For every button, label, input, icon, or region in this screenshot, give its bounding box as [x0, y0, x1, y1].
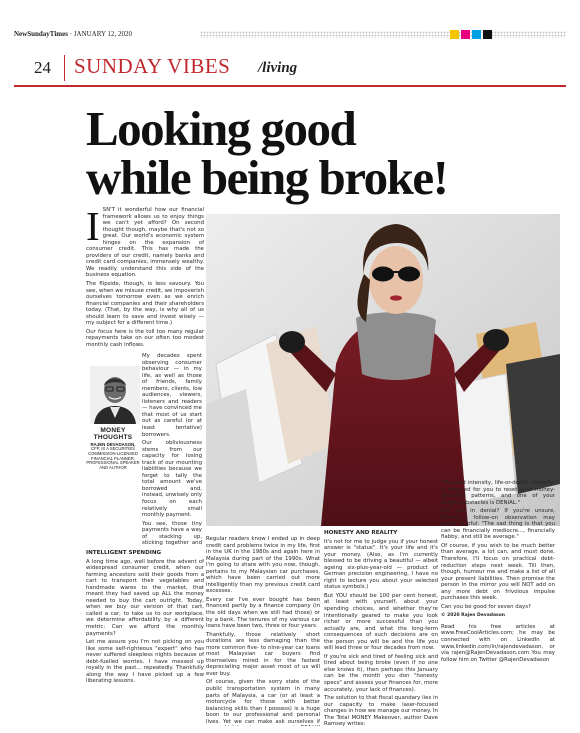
section-title: SUNDAY VIBES [74, 54, 231, 78]
paragraph-15: If you're sick and tired of feeling sick and tired about being broke (even if no one else knows it), then perhaps this January can be the month you don "honesty specs" and assess your finances for, more accurately, your lack of finances). [324, 653, 438, 693]
paragraph-1: SN'T it wonderful how our financial framework allows us to enjoy things we can't yet afford? On second thought though, maybe that's not so great. Our world's economic system hinges on the expansion of consumer credit. This has made the providers of our credit, namely banks and credit card companies, immensely wealthy. We readily understand this side of the business equation. [86, 207, 204, 279]
article-column-1-bottom [86, 546, 204, 726]
author-byline [86, 427, 140, 471]
headline-line-2: while being broke! [86, 150, 448, 205]
article-column-1-narrow [142, 353, 202, 546]
header-rule [14, 85, 566, 87]
paper-name: NewSundayTimes [14, 30, 68, 38]
headline [86, 101, 506, 205]
paragraph-7: A long time ago, well before the advent of widespread consumer credit, when our farming ancestors sold their goods from a cart to transport their vegetables and handmade wares to the market, that meant they had saved up ALL the money needed to buy the cart outright. Today, when we buy our version of that cart, called a car, to take us to our workplace, we determine affordability by a different metric: Can we afford the monthly payments? [86, 558, 204, 637]
drop-cap: I [86, 207, 100, 249]
article-column-1 [86, 207, 204, 353]
header-divider [64, 55, 65, 81]
paragraph-5: Our obliviousness stems from our capacity for losing track of our mounting liabilities because we forget to tally the total amount we've borrowed and, instead, unwisely only focus on each relatively small monthly payment. [142, 440, 202, 519]
paragraph-12: Of course, given the sorry state of the public transportation system in many parts of Malaysia, a car (or at least a motorcycle for those with better balancing skills than I possess) is a huge boon to our professional and personal lives. Yet we can make ask ourselves if [206, 679, 320, 725]
issue-date: · JANUARY 12, 2020 [69, 30, 133, 38]
page-number: 24 [34, 58, 51, 77]
author-photo [90, 366, 140, 424]
author-credentials: CFP, IS A SECURITIES COMMISSION-LICENSED FINANCIAL PLANNER, PROFESSIONAL SPEAKER AND AUTHOR [86, 446, 140, 471]
paragraph-14: But YOU should be 100 per cent honest, at least with yourself, about your spending choices, and whether they're intentionally geared to make you look richer or more successful than you actually are, and what the long-term consequences of such decisions are on the person you will be and the life you will lead three or four decades from now. [324, 592, 438, 652]
article-column-2 [206, 536, 320, 726]
article-column-3 [324, 526, 438, 726]
paragraph-16: The solution to that fiscal quandary lies in our capacity to make laser-focused changes in how we manage our money. In The Total MONEY Makeover, author Dave Ramsey writes: [324, 695, 438, 726]
paragraph-6: You see, those tiny payments have a way of stacking up, sticking together and [142, 520, 202, 546]
author-contact-info: Read his free articles at www.FreeCoolArticles.com; he may be connected with on LinkedIn at www.linkedin.com/in/rajendevadason, or via rajen@RajenDevadason.com You may follow him on Twitter @RajenDevadason [441, 623, 555, 663]
subheading-honesty-and-reality: HONESTY AND REALITY [324, 530, 398, 536]
author-name: RAJEN DEVADASON, [90, 442, 136, 447]
paragraph-13: It's not for me to judge you if your honest answer is "status". It's your life and it's your money. (Also, as I'm currently blessed to be driving a beautiful — albeit ageing six-plus-year-old — product of German precision engineering, I have no right to lecture you about your selected status symbols.) [324, 538, 438, 591]
paragraph-17: "Focused intensity, life-or-death intensity, is required for you to reset your money-spending patterns, and one of your biggest obstacles is DENIAL." [441, 480, 555, 506]
paragraph-11: Thankfully, those relatively short durations are less damaging than the more common five- to nine-year car loans most Malaysian car buyers find themselves mired in for the fastest depreciating major asset most of us will ever buy. [206, 631, 320, 677]
column-title-1: MONEY [100, 427, 126, 434]
article-column-4 [441, 480, 555, 726]
paragraph-20: Can you be good for seven days? [441, 603, 531, 610]
column-title-2: THOUGHTS [93, 434, 133, 441]
paragraph-19: Of course, if you wish to be much better than average, a lot can, and must done. Therefore, I'll focus on practical debt-reduction steps next week. Till then, though, humour me and make a list of all your present liabilities. Then promise the person in the mirror you will NOT add on any more debt on frivolous impulse purchases this week. [441, 542, 555, 602]
decorative-dot-strip [200, 31, 566, 38]
masthead [14, 30, 132, 38]
paragraph-10: Every car I've ever bought has been financed partly by a finance company (in the old days when we still had those) or by a bank. The tenures of my various car loans have been two, three or four years. [206, 596, 320, 630]
paragraph-9: Regular readers know I ended up in deep credit card problems twice in my life, first in the UK in the 1980s and again here in Malaysia during part of the 1990s. What I'm going to share with you now, though, pertains to my Malaysian car purchases, which have been carried out more intelligently than my previous credit card excesses. [206, 536, 320, 595]
headline-line-1: Looking good [86, 101, 356, 156]
paragraph-18: Are you in denial? If you're unsure, Ramsey's follow-on observation may prove helpful: "The sad thing is that you can be financially mediocre..., financially flabby, and still be average." [441, 508, 555, 541]
color-registration-swatches [450, 30, 492, 39]
paragraph-8: Let me assure you I'm not picking on you like some self-righteous "expert" who has never suffered sleepless nights because of debt-fuelled worries. I have messed up royally in the past... repeatedly. Thankfully along the way I have picked up a few liberating lessons. [86, 639, 204, 685]
copyright-line: © 2020 Rajen Devadason [441, 613, 506, 619]
paragraph-4: My decades spent observing consumer behaviour — in my life, as well as those of friends, family members, clients, low audiences, viewers, listeners and readers — have convinced me that most of us start out as careful (or at least tentative) borrowers. [142, 353, 202, 438]
subheading-intelligent-spending: INTELLIGENT SPENDING [86, 550, 162, 556]
subsection-title: /living [258, 60, 298, 76]
paragraph-3: Our focus here is the toll too many regular repayments take on our often too modest monthly cash inflows. [86, 328, 204, 348]
paragraph-2: The flipside, though, is less savoury. You see, when we misuse credit, we impoverish ourselves tomorrow even as we enrich financial companies and their shareholders today. (That, by the way, is why all of us should learn to save and invest wisely — my subject for a different time.) [86, 281, 204, 327]
